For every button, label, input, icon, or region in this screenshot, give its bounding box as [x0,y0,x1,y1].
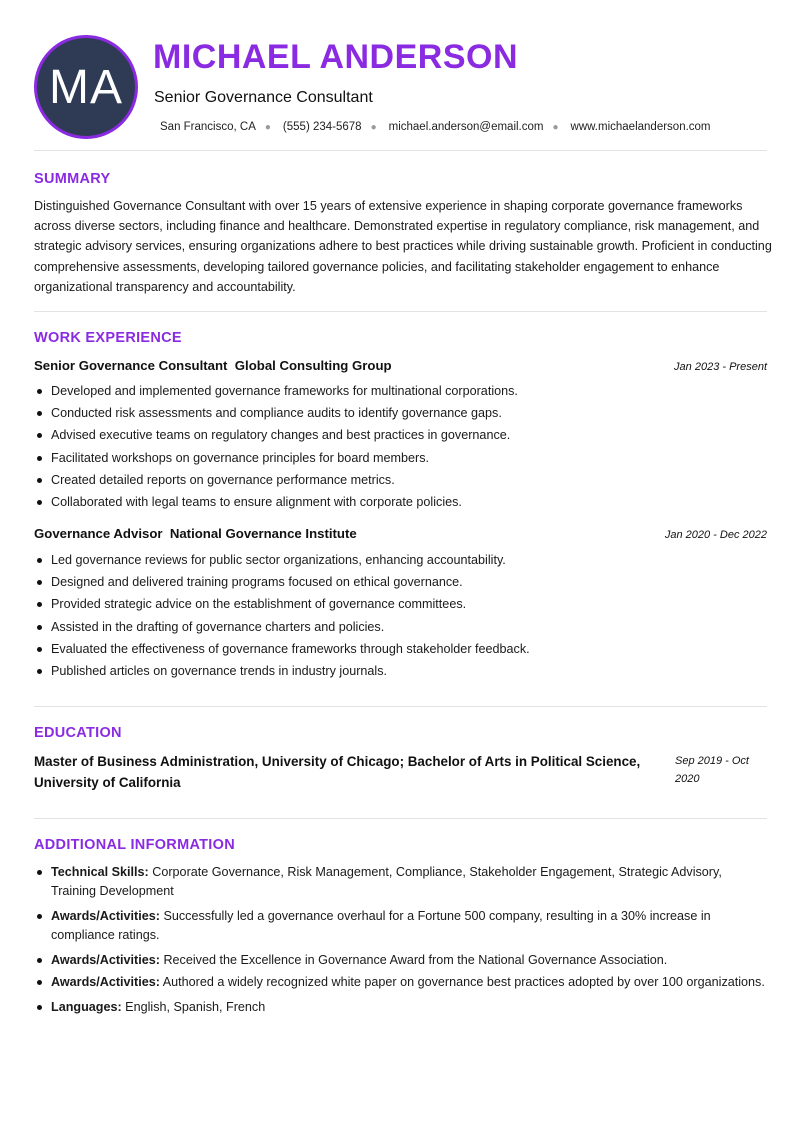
education-degree: Master of Business Administration, University of Chicago; Bachelor of Arts in Political Science, University of California [34,754,641,790]
divider [34,706,767,707]
job-title: Senior Governance Consultant Global Consulting Group [34,358,392,373]
list-item: Collaborated with legal teams to ensure alignment with corporate policies. [34,491,767,513]
education-heading: EDUCATION [34,725,122,741]
info-text: English, Spanish, French [121,1000,266,1014]
summary-heading: SUMMARY [34,171,111,187]
list-item [34,998,767,1017]
info-label: Awards/Activities: [51,975,160,989]
bullet-separator-icon: ● [552,121,559,133]
list-item: Published articles on governance trends in industry journals. [34,660,767,682]
list-item [34,907,767,945]
job-title: Governance Advisor National Governance Institute [34,526,357,541]
contact-website[interactable]: www.michaelanderson.com [570,121,711,133]
info-text: Authored a widely recognized white paper on governance best practices adopted by over 100 organizations. [159,975,765,989]
info-label: Awards/Activities: [51,909,160,923]
job-bullets [34,549,767,682]
bullet-separator-icon: ● [264,121,271,133]
work-experience-heading: WORK EXPERIENCE [34,330,182,346]
list-item: Provided strategic advice on the establishment of governance committees. [34,593,767,615]
contact-phone: (555) 234-5678 [282,121,362,133]
job-dates: Jan 2020 - Dec 2022 [664,529,767,541]
list-item: Evaluated the effectiveness of governance frameworks through stakeholder feedback. [34,638,767,660]
info-label: Languages: [51,1000,122,1014]
info-label: Technical Skills: [51,865,149,879]
summary-text: Distinguished Governance Consultant with over 15 years of extensive experience in shaping corporate governance frameworks across diverse sectors, including finance and healthcare. Demonstrated expertise in regulatory compliance, risk management, and strategic advisory services, ensuring organizations adhere to best practices while driving sustainable growth. Proficient in conducting comprehensive assessments, developing tailored governance policies, and facilitating stakeholder engagement to enhance organizational transparency and accountability. [34,199,772,294]
list-item: Advised executive teams on regulatory changes and best practices in governance. [34,424,767,446]
education-entry [34,751,767,793]
job-header [34,358,767,373]
contact-bar [160,121,711,133]
additional-info-list [34,863,767,1023]
info-label: Awards/Activities: [51,953,160,967]
job-dates: Jan 2023 - Present [674,361,767,373]
divider [34,818,767,819]
list-item: Developed and implemented governance frameworks for multinational corporations. [34,380,767,402]
info-text: Successfully led a governance overhaul for a Fortune 500 company, resulting in a 30% increase in compliance ratings. [51,909,711,942]
list-item [34,951,767,970]
info-text: Received the Excellence in Governance Award from the National Governance Association. [159,953,668,967]
divider [34,311,767,312]
job-bullets [34,380,767,513]
list-item: Conducted risk assessments and compliance audits to identify governance gaps. [34,402,767,424]
avatar: MA [34,35,138,139]
list-item: Created detailed reports on governance performance metrics. [34,469,767,491]
list-item: Led governance reviews for public sector organizations, enhancing accountability. [34,549,767,571]
additional-info-heading: ADDITIONAL INFORMATION [34,837,235,853]
job-header [34,526,767,541]
education-dates: Sep 2019 - Oct 2020 [675,755,749,785]
divider [34,150,767,151]
list-item: Facilitated workshops on governance principles for board members. [34,447,767,469]
list-item: Assisted in the drafting of governance charters and policies. [34,616,767,638]
contact-email[interactable]: michael.anderson@email.com [388,121,544,133]
list-item [34,863,767,901]
info-text: Corporate Governance, Risk Management, Compliance, Stakeholder Engagement, Strategic Advisory, Training Development [51,865,722,898]
list-item: Designed and delivered training programs focused on ethical governance. [34,571,767,593]
candidate-name: MICHAEL ANDERSON [153,38,519,76]
contact-location: San Francisco, CA [160,121,256,133]
list-item [34,973,767,992]
bullet-separator-icon: ● [370,121,377,133]
candidate-title: Senior Governance Consultant [154,89,373,106]
